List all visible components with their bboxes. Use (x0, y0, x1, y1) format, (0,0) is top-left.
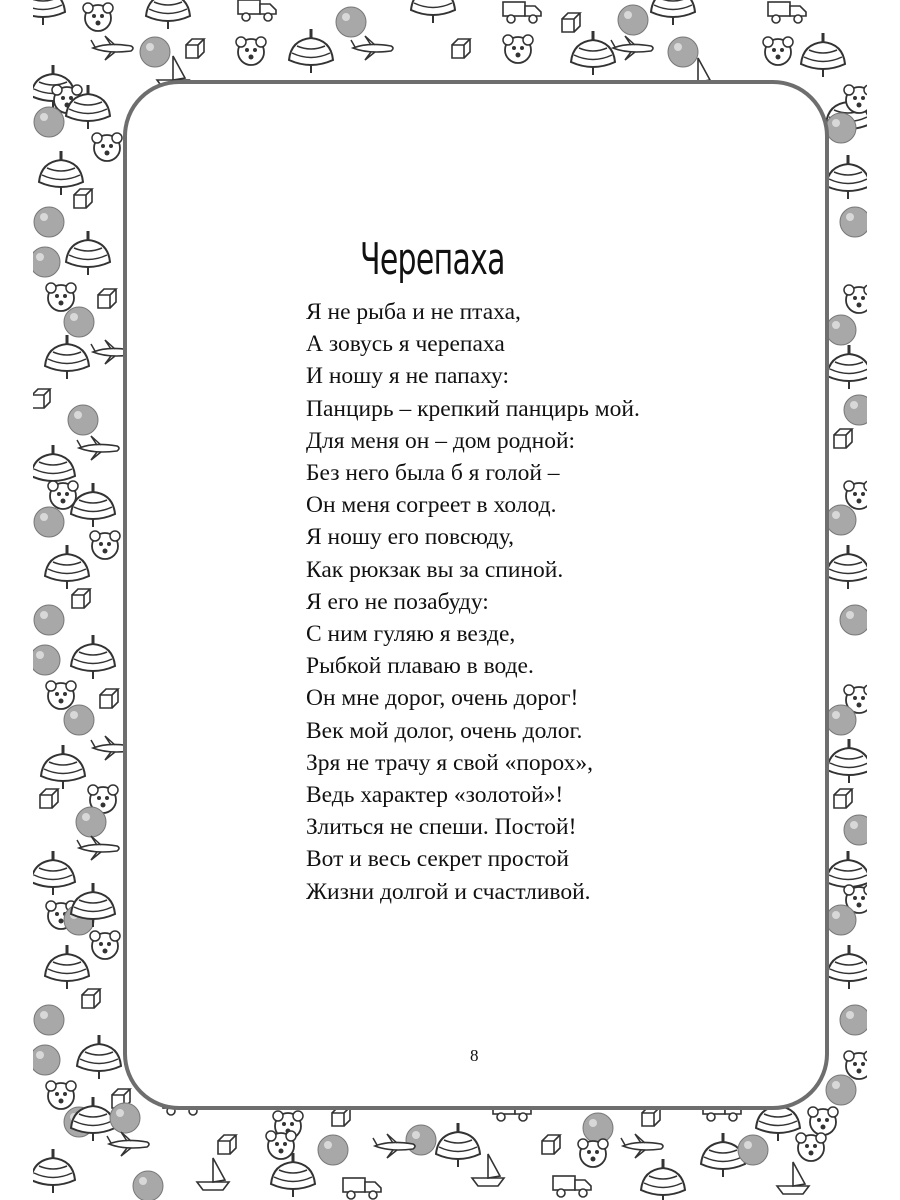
poem-line: Вот и весь секрет простой (306, 846, 569, 873)
poem-line: Зря не трачу я свой «порох», (306, 749, 593, 776)
poem-line: Как рюкзак вы за спиной. (306, 556, 564, 583)
poem-line: И ношу я не папаху: (306, 363, 509, 390)
poem-line: Я не рыба и не птаха, (306, 299, 521, 325)
poem-line: Ведь характер «золотой»! (306, 782, 564, 809)
poem-line: Век мой долог, очень долог. (306, 717, 583, 744)
poem-title: Черепаха (360, 234, 505, 286)
poem-line: А зовусь я черепаха (306, 331, 505, 358)
poem-line: Панцирь – крепкий панцирь мой. (306, 395, 640, 422)
poem-line: Без него была б я голой – (306, 460, 560, 487)
poem-body (306, 296, 640, 908)
poem-line: Он меня согреет в холод. (306, 492, 557, 519)
poem-line: Рыбкой плаваю в воде. (306, 653, 534, 680)
poem-line: Для меня он – дом родной: (306, 427, 576, 454)
poem-line: Я его не позабуду: (306, 588, 489, 615)
poem-line: Злиться не спеши. Постой! (306, 814, 577, 841)
poem-line: С ним гуляю я везде, (306, 621, 516, 648)
poem-line: Он мне дорог, очень дорог! (306, 685, 579, 712)
poem-line: Я ношу его повсюду, (306, 524, 515, 551)
page-number: 8 (470, 1046, 479, 1065)
poem-line: Жизни долгой и счастливой. (306, 878, 591, 905)
